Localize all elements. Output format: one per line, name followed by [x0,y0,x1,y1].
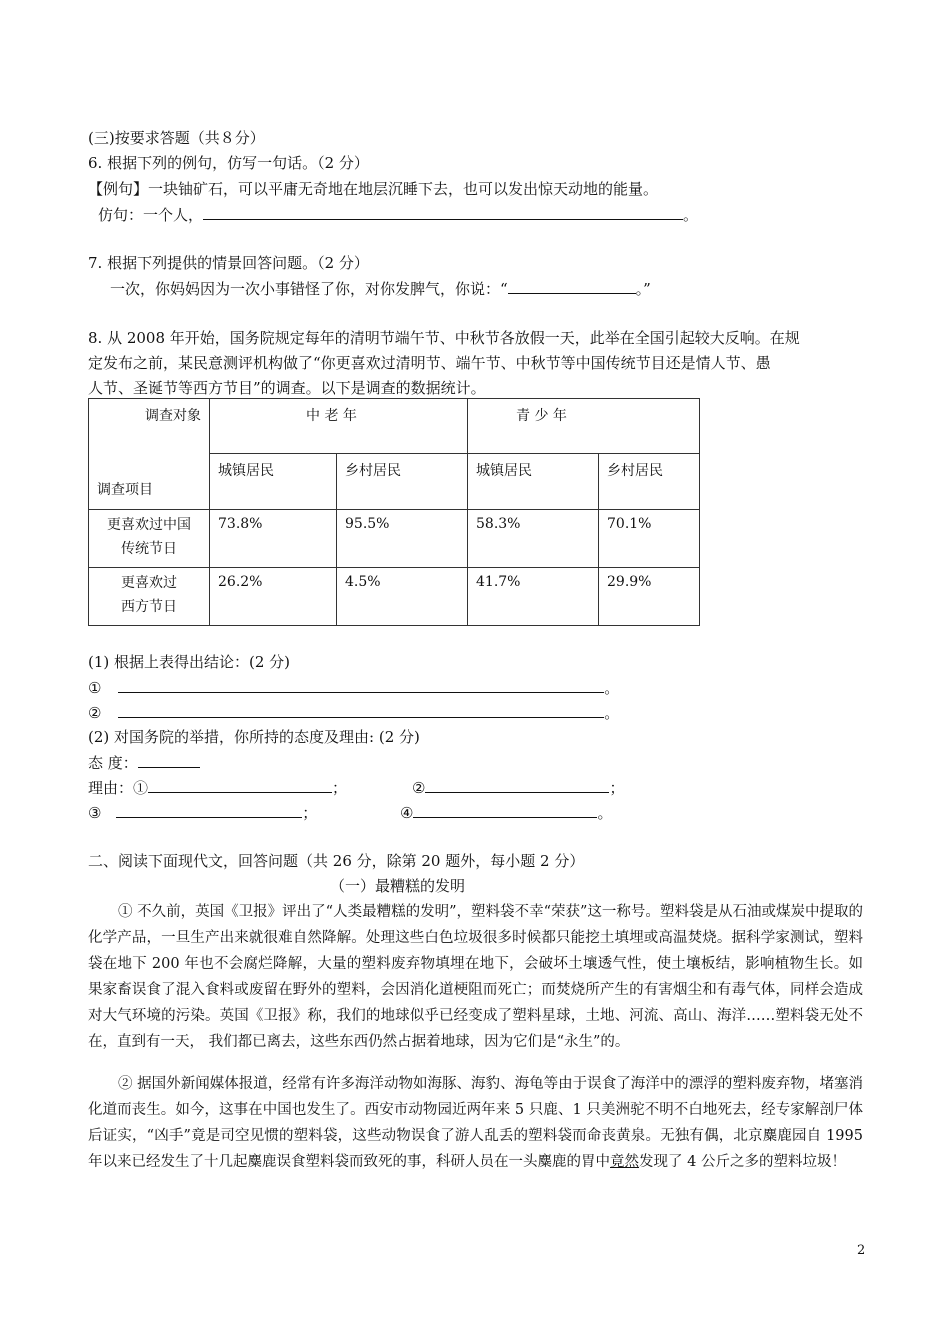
answer-blank[interactable] [116,801,302,818]
table-group-header: 青 少 年 [468,399,700,454]
table-subheader: 城镇居民 [468,454,599,510]
underlined-word: 竟然 [610,1154,639,1170]
reason-line-2: ② ； [412,776,624,799]
table-cell: 95.5% [337,510,468,568]
answer-blank[interactable] [118,676,604,693]
answer-blank[interactable] [413,801,597,818]
table-row-label: 更喜欢过中国 传统节日 [89,510,210,568]
question-8-part2: (2) 对国务院的举措，你所持的态度及理由: (2 分) [88,728,420,746]
table-subheader: 乡村居民 [599,454,700,510]
table-cell: 4.5% [337,568,468,626]
answer-blank[interactable] [118,701,604,718]
table-cell: 70.1% [599,510,700,568]
table-group-header: 中 老 年 [210,399,468,454]
paragraph-2: ② 据国外新闻媒体报道，经常有许多海洋动物如海豚、海豹、海龟等由于误食了海洋中的漂浮的塑料废弃物，堵塞消化道而丧生。如今，这事在中国也发生了。西安市动物园近两年来 5 只鹿、1 只美洲驼不明不白地死去，经专家解剖尸体后证实，“凶手”竟是司空见惯的塑料袋，这些动物误食了游人乱丢的塑料袋而命丧黄泉。无独有偶，北京麋鹿园自 1995 年以来已经发生了十几起麋鹿误食塑料袋而致死的事，科研人员在一头麋鹿的胃中竟然发现了 4 公斤之多的塑料垃圾！ [88,1076,863,1170]
question-6-example: 【例句】一块铀矿石，可以平庸无奇地在地层沉睡下去，也可以发出惊天动地的能量。 [88,180,659,198]
answer-blank[interactable] [425,776,609,793]
question-8-intro-line1: 8. 从 2008 年开始，国务院规定每年的清明节端午节、中秋节各放假一天，此举在全国引起较大反响。在规 [88,329,800,347]
answer-blank[interactable] [148,776,332,793]
table-cell: 26.2% [210,568,337,626]
table-subheader: 乡村居民 [337,454,468,510]
question-8-intro-line3: 人节、圣诞节等西方节目”的调查。以下是调查的数据统计。 [88,379,486,397]
answer-blank[interactable] [508,277,636,294]
conclusion-line-1: ① 。 [88,676,619,699]
reason-line-4: ④ 。 [400,801,612,824]
question-6-answer-line: 仿句：一个人， 。 [98,203,698,226]
reading-subheading: （一）最糟糕的发明 [330,877,466,895]
table-corner-cell: 调查对象 调查项目 [89,399,210,510]
question-6-prompt: 仿句：一个人， [98,206,204,224]
reason-line-3: ③ ； [88,801,317,824]
table-cell: 73.8% [210,510,337,568]
question-6-title: 6. 根据下列的例句，仿写一句话。（2 分） [88,154,369,172]
conclusion-line-2: ② 。 [88,701,619,724]
question-7-title: 7. 根据下列提供的情景回答问题。（2 分） [88,254,369,272]
answer-blank[interactable] [138,751,200,768]
question-8-part1: (1) 根据上表得出结论：(2 分) [88,653,291,671]
survey-table [88,398,700,626]
section-heading: (三)按要求答题（共８分） [88,129,265,147]
attitude-line: 态 度： [88,751,200,774]
answer-blank[interactable] [203,203,683,220]
page-number: 2 [857,1243,866,1258]
table-cell: 58.3% [468,510,599,568]
reason-line-1: 理由：① ； [88,776,347,799]
question-8-intro-line2: 定发布之前，某民意测评机构做了“你更喜欢过清明节、端午节、中秋节等中国传统节目还是情人节、愚 [88,354,771,372]
paragraph-1: ① 不久前，英国《卫报》评出了“人类最糟糕的发明”，塑料袋不幸“荣获”这一称号。塑料袋是从石油或煤炭中提取的化学产品，一旦生产出来就很难自然降解。处理这些白色垃圾很多时候都只能挖土填埋或高温焚烧。据科学家测试，塑料袋在地下 200 年也不会腐烂降解，大量的塑料废弃物填埋在地下，会破坏土壤透气性，使土壤板结，影响植物生长。如果家畜误食了混入食料或废留在野外的塑料，会因消化道梗阻而死亡；而焚烧所产生的有害烟尘和有毒气体，同样会造成对大气环境的污染。英国《卫报》称，我们的地球似乎已经变成了塑料星球，土地、河流、高山、海洋……塑料袋无处不在，直到有一天， 我们都已离去，这些东西仍然占据着地球，因为它们是“永生”的。 [88,904,863,1050]
question-7-scene: 一次，你妈妈因为一次小事错怪了你，对你发脾气，你说：“ 。” [110,277,651,300]
table-subheader: 城镇居民 [210,454,337,510]
reading-section-heading: 二、阅读下面现代文，回答问题（共 26 分，除第 20 题外，每小题 2 分） [88,852,585,870]
table-cell: 29.9% [599,568,700,626]
table-row-label: 更喜欢过 西方节日 [89,568,210,626]
table-cell: 41.7% [468,568,599,626]
